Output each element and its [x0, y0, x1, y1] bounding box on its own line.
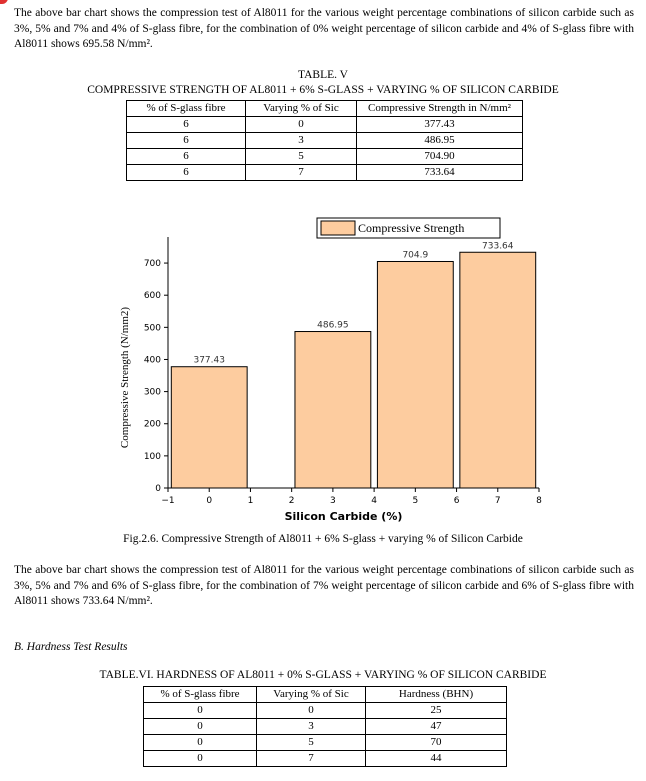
- table-row: [127, 149, 523, 165]
- table-v-title: COMPRESSIVE STRENGTH OF AL8011 + 6% S-GLASS + VARYING % OF SILICON CARBIDE: [87, 84, 559, 96]
- table-cell: 0: [257, 703, 366, 719]
- column-header: Compressive Strength in N/mm²: [357, 101, 523, 117]
- table-header-row: [127, 101, 523, 117]
- table-cell: 44: [366, 751, 507, 767]
- table-row: [127, 117, 523, 133]
- y-tick-label: 600: [143, 291, 161, 302]
- table-v: [126, 100, 523, 181]
- table-cell: 3: [246, 133, 357, 149]
- table-cell: 6: [127, 149, 246, 165]
- page-corner-mark: [0, 0, 8, 4]
- table-row: [127, 165, 523, 181]
- table-row: [144, 719, 507, 735]
- bar: [460, 252, 536, 488]
- y-tick-label: 400: [143, 355, 161, 366]
- y-tick-label: 100: [143, 451, 161, 462]
- table-cell: 7: [246, 165, 357, 181]
- table-cell: 25: [366, 703, 507, 719]
- data-label: 486.95: [317, 320, 349, 331]
- table-cell: 47: [366, 719, 507, 735]
- y-tick-label: 700: [143, 259, 161, 270]
- table-cell: 6: [127, 117, 246, 133]
- table-cell: 0: [144, 751, 257, 767]
- column-header: % of S-glass fibre: [127, 101, 246, 117]
- bar: [171, 367, 247, 488]
- table-cell: 5: [257, 735, 366, 751]
- y-tick-label: 300: [143, 387, 161, 398]
- table-cell: 0: [246, 117, 357, 133]
- column-header: Hardness (BHN): [366, 687, 507, 703]
- table-vi: [143, 686, 507, 767]
- table-row: [144, 703, 507, 719]
- table-row: [127, 133, 523, 149]
- table-cell: 0: [144, 735, 257, 751]
- x-tick-label: 8: [536, 496, 542, 506]
- table-cell: 486.95: [357, 133, 523, 149]
- x-tick-label: 1: [247, 496, 254, 506]
- data-label: 704.9: [402, 250, 429, 261]
- table-cell: 733.64: [357, 165, 523, 181]
- x-tick-label: 5: [412, 496, 419, 506]
- y-axis-label: Compressive Strength (N/mm2): [119, 306, 131, 449]
- table-cell: 0: [144, 703, 257, 719]
- table-cell: 704.90: [357, 149, 523, 165]
- x-tick-label: −1: [161, 496, 175, 506]
- bar: [377, 261, 453, 488]
- x-tick-label: 7: [494, 496, 501, 506]
- x-axis-label: Silicon Carbide (%): [284, 510, 403, 523]
- x-tick-label: 3: [330, 496, 336, 506]
- bar: [295, 332, 371, 488]
- y-tick-label: 500: [143, 323, 161, 334]
- table-row: [144, 751, 507, 767]
- column-header: Varying % of Sic: [257, 687, 366, 703]
- table-cell: 7: [257, 751, 366, 767]
- data-label: 377.43: [193, 355, 225, 366]
- paragraph-compression-4pct: The above bar chart shows the compression test of Al8011 for the various weight percentage combinations of silicon carbide such as 3%, 5% and 7% and 4% of S-glass fibre, for the combination of 0% weight percentage of silicon carbide and 4% of S-glass fibre with Al8011 shows 695.58 N/mm².: [14, 7, 634, 50]
- column-header: Varying % of Sic: [246, 101, 357, 117]
- x-tick-label: 0: [206, 496, 213, 506]
- x-tick-label: 4: [371, 496, 377, 506]
- y-tick-label: 0: [155, 484, 161, 494]
- table-cell: 6: [127, 165, 246, 181]
- table-cell: 0: [144, 719, 257, 735]
- table-cell: 377.43: [357, 117, 523, 133]
- column-header: % of S-glass fibre: [144, 687, 257, 703]
- figure-caption: Fig.2.6. Compressive Strength of Al8011 + 6% S-glass + varying % of Silicon Carbide: [123, 533, 523, 545]
- table-cell: 3: [257, 719, 366, 735]
- compressive-strength-bar-chart: [0, 210, 646, 530]
- legend-label: Compressive Strength: [358, 221, 465, 235]
- legend-swatch: [321, 221, 355, 235]
- paragraph-compression-6pct: The above bar chart shows the compression test of Al8011 for the various weight percentage combinations of silicon carbide such as 3%, 5% and 7% and 6% of S-glass fibre, for the combination of 7% weight percentage of silicon carbide and 6% of S-glass fibre with Al8011 shows 733.64 N/mm².: [14, 564, 634, 607]
- data-label: 733.64: [482, 241, 514, 252]
- table-cell: 6: [127, 133, 246, 149]
- y-tick-label: 200: [143, 419, 161, 430]
- table-row: [144, 735, 507, 751]
- x-tick-label: 6: [453, 496, 460, 506]
- section-heading-hardness: B. Hardness Test Results: [14, 641, 128, 653]
- x-tick-label: 2: [288, 496, 295, 506]
- table-cell: 5: [246, 149, 357, 165]
- table-cell: 70: [366, 735, 507, 751]
- table-vi-title: TABLE.VI. HARDNESS OF AL8011 + 0% S-GLASS + VARYING % OF SILICON CARBIDE: [99, 669, 547, 681]
- table-v-label: TABLE. V: [298, 69, 348, 81]
- table-header-row: [144, 687, 507, 703]
